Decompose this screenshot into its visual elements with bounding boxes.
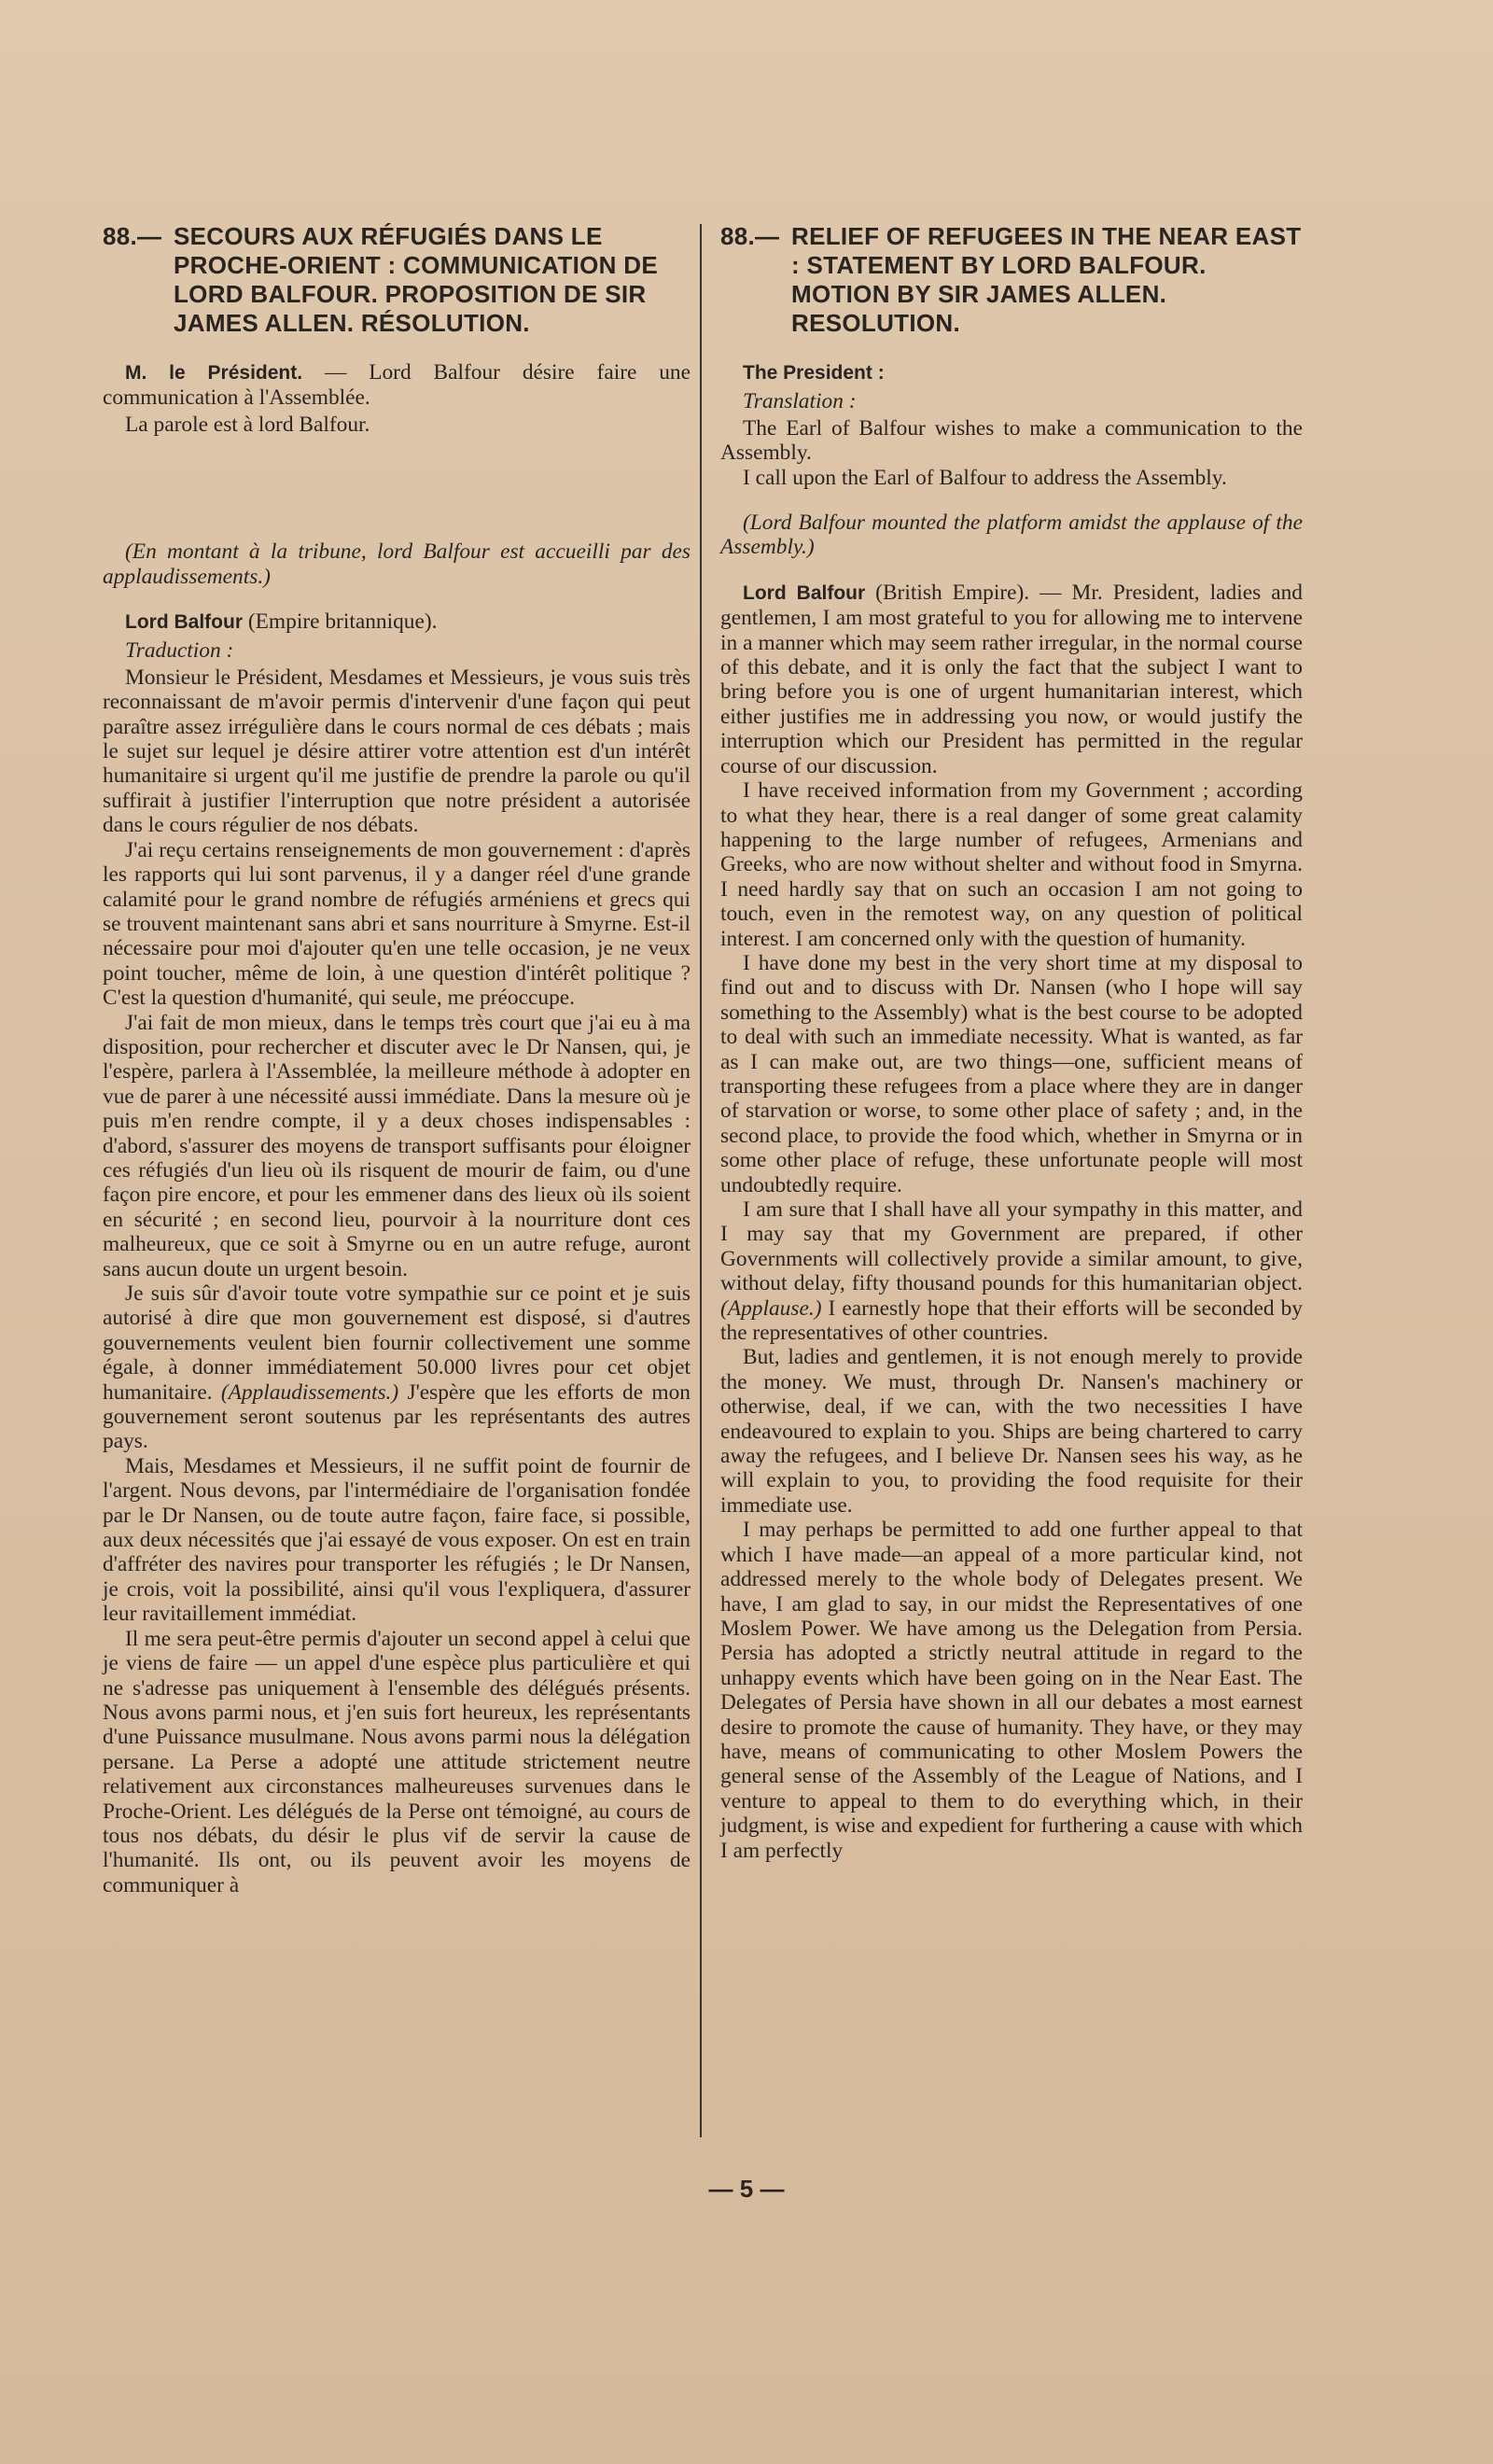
- french-president-intro: [103, 360, 691, 411]
- french-paragraph-4: [103, 1281, 691, 1454]
- english-paragraph-3: I have done my best in the very short time at my disposal to find out and to discuss with Dr. Nansen (who I hope will say something to the Assembly) what is the best course to be adopted to deal with such an immediate necessity. What is wanted, as far as I can make out, are two things—one, sufficient means of transporting these refugees from a place where they are in danger of starvation or worse, to some other place of safety ; and, in the second place, to provide the food which, whether in Smyrna or in some other place of refuge, these unfortunate people will most undoubtedly require.: [720, 950, 1303, 1197]
- french-stage-direction: (En montant à la tribune, lord Balfour est accueilli par des applaudissements.): [103, 539, 691, 589]
- french-spacer-1: [103, 437, 691, 539]
- english-heading-number: 88.—: [720, 222, 780, 250]
- french-applause: (Applaudissements.): [220, 1379, 399, 1405]
- french-paragraph-4-c: J'espère que les efforts de mon gouvernement seront soutenus par les représentants des autres pays.: [103, 1379, 691, 1454]
- page-number: — 5 —: [708, 2175, 785, 2203]
- english-paragraph-4-a: I am sure that I shall have all your sympathy in this matter, and I may say that my Government are prepared, if other Governments will collectively provide a similar amount, to give, without delay, fifty thousand pounds for this humanitarian object.: [720, 1197, 1303, 1296]
- french-heading-text: SECOURS AUX RÉFUGIÉS DANS LE PROCHE-ORIENT : COMMUNICATION DE LORD BALFOUR. PROPOSITION DE SIR JAMES ALLEN. RÉSOLUTION.: [174, 222, 658, 337]
- english-paragraph-1: [720, 581, 1303, 778]
- english-paragraph-4: [720, 1197, 1303, 1345]
- english-president-name: The President :: [743, 362, 885, 384]
- french-paragraph-4-a: Je suis sûr d'avoir toute votre sympathie sur ce point et je suis autorisé à dire que mon gouvernement est disposé, si d'autres gouvernements veulent bien fournir collectivement une somme égale, à donner immédiatement 50.000 livres pour cet objet humanitaire.: [103, 1281, 691, 1405]
- french-paragraph-3: J'ai fait de mon mieux, dans le temps très court que j'ai eu à ma disposition, pour rechercher et discuter avec le Dr Nansen, qui, je l'espère, parlera à l'Assemblée, la meilleure méthode à adopter en vue de parer à une nécessité aussi immédiate. Dans la mesure où je puis m'en rendre compte, il y a deux choses indispensables : d'abord, s'assurer des moyens de transport suffisants pour éloigner ces réfugiés d'un lieu où ils risquent de mourir de faim, ou d'une façon pire encore, et pour les emmener dans des lieux où ils soient en sécurité ; en second lieu, pourvoir à la nourriture dont ces malheureux, que ce soit à Smyrne ou en un autre refuge, auront sans aucun doute un urgent besoin.: [103, 1010, 691, 1281]
- english-paragraph-4-c: I earnestly hope that their efforts will be seconded by the representatives of other countries.: [720, 1295, 1303, 1346]
- english-column: [720, 222, 1303, 1863]
- column-divider: [700, 224, 702, 2137]
- french-column: [103, 222, 691, 1897]
- english-stage-direction: (Lord Balfour mounted the platform amidst the applause of the Assembly.): [720, 511, 1303, 560]
- english-spacer-2: [720, 560, 1303, 581]
- french-paragraph-2: J'ai reçu certains renseignements de mon gouvernement : d'après les rapports qui lui sont parvenus, il y a danger réel d'une grande calamité pour le grand nombre de réfugiés arméniens et grecs qui se trouvent maintenant sans abri et sans nourriture à Smyrne. Est-il nécessaire pour moi d'ajouter qu'en une telle occasion, je ne veux point toucher, même de loin, à une question d'intérêt politique ? C'est la question d'humanité, qui seule, me préoccupe.: [103, 837, 691, 1011]
- french-paragraph-1: Monsieur le Président, Mesdames et Messieurs, je vous suis très reconnaissant de m'avoir permis d'intervenir d'une façon qui peut paraître assez irrégulière dans le cours normal de ces débats ; mais le sujet sur lequel je désire attirer votre attention est d'un intérêt humanitaire si urgent qu'il me justifie de prendre la parole ou qu'il suffirait à justifier l'interruption que notre président a autorisée dans le cours régulier de nos débats.: [103, 665, 691, 838]
- french-balfour-name: Lord Balfour: [125, 611, 243, 634]
- french-paragraph-5: Mais, Mesdames et Messieurs, il ne suffit point de fournir de l'argent. Nous devons, par l'intermédiaire de l'organisation fondée par le Dr Nansen, ou de toute autre façon, faire face, si possible, aux deux nécessités que j'ai essayé de vous exposer. On est en train d'affréter des navires pour transporter les réfugiés ; le Dr Nansen, je crois, voit la possibilité, ainsi qu'il vous l'expliquera, d'assurer leur ravitaillement immédiat.: [103, 1453, 691, 1627]
- english-section-heading: [720, 222, 1303, 338]
- french-balfour-country: (Empire britannique).: [243, 609, 438, 635]
- french-president-line2: La parole est à lord Balfour.: [125, 412, 370, 437]
- english-president-intro: [720, 360, 1303, 385]
- english-paragraph-6: I may perhaps be permitted to add one further appeal to that which I have made—an appeal of a more particular kind, not addressed merely to the whole body of Delegates present. We have, I am glad to say, in our midst the Representatives of one Moslem Power. We have among us the Delegation from Persia. Persia has adopted a strictly neutral attitude in regard to the unhappy events which have been going on in the Near East. The Delegates of Persia have shown in all our debates a most earnest desire to promote the cause of humanity. They have, or they may have, means of communicating to other Moslem Powers the general sense of the Assembly of the League of Nations, and I venture to appeal to them to do everything which, in their judgment, is wise and expedient for furthering a cause with which I am perfectly: [720, 1518, 1303, 1863]
- english-applause: (Applause.): [720, 1295, 822, 1321]
- french-translation-label: Traduction :: [125, 638, 234, 664]
- french-section-heading: [103, 222, 691, 338]
- french-president-name: M. le Président.: [125, 362, 303, 384]
- french-president-text: — Lord Balfour désire faire une communication à l'Assemblée.: [103, 360, 691, 411]
- french-balfour-intro: [103, 609, 691, 635]
- french-spacer-2: [103, 589, 691, 609]
- english-president-line2: I call upon the Earl of Balfour to address the Assembly.: [743, 465, 1227, 490]
- english-paragraph-5: But, ladies and gentlemen, it is not enough merely to provide the money. We must, through Dr. Nansen's machinery or otherwise, deal, if we can, with the two necessities I have endeavoured to explain to you. Ships are being chartered to carry away the refugees, and I believe Dr. Nansen sees his way, as he will explain to you, to providing the food requisite for their immediate use.: [720, 1345, 1303, 1518]
- english-spacer-1: [720, 490, 1303, 511]
- english-paragraph-2: I have received information from my Government ; according to what they hear, there is a real danger of some great calamity happening to the large number of refugees, Armenians and Greeks, who are now without shelter and without food in Smyrna. I need hardly say that on such an occasion I am not going to touch, even in the remotest way, on any question of political interest. I am concerned only with the question of humanity.: [720, 778, 1303, 951]
- english-heading-text: RELIEF OF REFUGEES IN THE NEAR EAST : STATEMENT BY LORD BALFOUR. MOTION BY SIR JAMES ALLEN. RESOLUTION.: [791, 222, 1302, 337]
- english-paragraph-1-text: (British Empire). — Mr. President, ladies and gentlemen, I am most grateful to you for allowing me to intervene in a manner which may seem rather irregular, in the normal course of this debate, and it is only the fact that the subject I want to bring before you is one of urgent humanitarian interest, which either justifies me in addressing you now, or would justify the interruption which our President has permitted in the regular course of our discussion.: [720, 580, 1303, 778]
- french-heading-number: 88.—: [103, 222, 162, 250]
- french-paragraph-6: Il me sera peut-être permis d'ajouter un second appel à celui que je viens de faire — un appel d'une espèce plus particulière et qui ne s'adresse pas uniquement à l'ensemble des délégués présents. Nous avons parmi nous, et j'en suis fort heureux, les représentants d'une Puissance musulmane. Nous avons parmi nous la délégation persane. La Perse a adopté une attitude strictement neutre relativement aux circonstances malheureuses survenues dans le Proche-Orient. Les délégués de la Perse ont témoigné, au cours de tous nos débats, du désir le plus vif de servir la cause de l'humanité. Ils ont, ou ils peuvent avoir les moyens de communiquer à: [103, 1626, 691, 1897]
- english-translation-label: Translation :: [743, 389, 857, 414]
- english-balfour-name: Lord Balfour: [743, 581, 866, 604]
- english-president-line1: The Earl of Balfour wishes to make a communication to the Assembly.: [720, 415, 1303, 466]
